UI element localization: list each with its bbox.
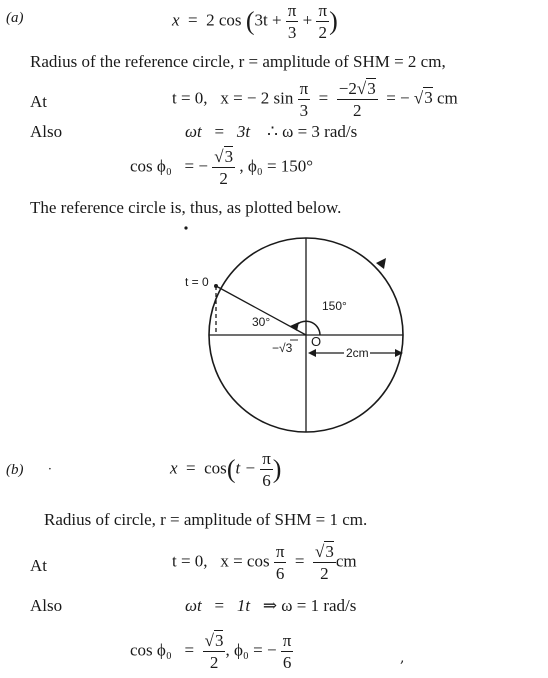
part-a-at-label: At: [30, 92, 47, 111]
part-b-also-label: Also: [30, 596, 63, 615]
part-b-label: (b): [6, 462, 24, 478]
fraction-root3-over-2: $\frac{√3}{2}$: [214, 147, 234, 188]
fraction-root3-over-2: $\frac{√3}{2}$: [204, 631, 224, 672]
fraction-pi-over-6: $\frac{\pi}{6}$: [262, 449, 271, 490]
fraction-root3-over-2: $\frac{√3}{2}$: [315, 542, 334, 583]
angle-30-label: 30°: [252, 315, 271, 329]
angle-150-label: 150°: [322, 299, 347, 313]
part-a-radius-line: Radius of the reference circle, r = amplitude of SHM = 2 cm,: [30, 52, 446, 71]
part-b-at-row: t = 0, x = cos $\frac{\pi}{6}$ = $\frac{√3}{2}$ cm: [172, 542, 357, 583]
part-a-equation: x = 2 cos (3t + $\frac{\pi}{3}$ + $\frac{\pi}{2}$ ): [172, 1, 338, 42]
part-a-label: (a): [6, 10, 24, 26]
t0-label: t = 0: [185, 275, 209, 289]
radius-2cm-label: 2cm: [346, 346, 369, 360]
neg-root3-label: −√3: [272, 341, 293, 355]
radius-dim-arrow-left: [308, 349, 316, 357]
fraction-neg-2-root3-over-2: $\frac{-2√3}{2}$: [338, 79, 376, 120]
stray-tick-mark: ·: [48, 462, 52, 476]
origin-label: O: [311, 334, 322, 349]
fraction-pi-over-6: $\frac{\pi}{6}$: [282, 631, 292, 672]
part-a-plot-line: The reference circle is, thus, as plotted below.: [30, 198, 342, 217]
stray-comma-mark: ,: [400, 650, 405, 666]
part-a-also-row: ωt = 3t ∴ ω = 3 rad/s: [185, 122, 358, 141]
angle-arc-arrowhead: [290, 322, 299, 331]
part-b-also-row: ωt = 1t ⇒ ω = 1 rad/s: [185, 596, 357, 615]
part-b-equation: x = cos(t − $\frac{\pi}{6}$ ): [170, 449, 282, 490]
part-a-also-label: Also: [30, 122, 63, 141]
part-a-cos-row: cos ϕ₀ = − $\frac{√3}{2}$ , ϕ₀ = 150°: [130, 147, 314, 188]
part-b-radius-line: Radius of circle, r = amplitude of SHM = 1 cm.: [44, 510, 368, 529]
part-b-at-label: At: [30, 556, 47, 575]
fraction-pi-over-6: $\frac{\pi}{6}$: [275, 542, 285, 583]
part-b-cos-row: cos ϕ₀ = $\frac{√3}{2}$ , ϕ₀ = − $\frac{\pi}{6}$: [130, 631, 292, 672]
t0-point: [214, 284, 218, 288]
stray-dot: [184, 226, 187, 229]
fraction-pi-over-2: $\frac{\pi}{2}$: [318, 1, 328, 42]
rotation-arrowhead: [376, 258, 386, 269]
fraction-pi-over-3: $\frac{\pi}{3}$: [287, 1, 297, 42]
fraction-pi-over-3: $\frac{\pi}{3}$: [299, 79, 309, 120]
part-a-at-row: t = 0, x = − 2 sin $\frac{\pi}{3}$ = $\frac{-2√3}{2}$ = − √3 cm: [172, 79, 458, 120]
